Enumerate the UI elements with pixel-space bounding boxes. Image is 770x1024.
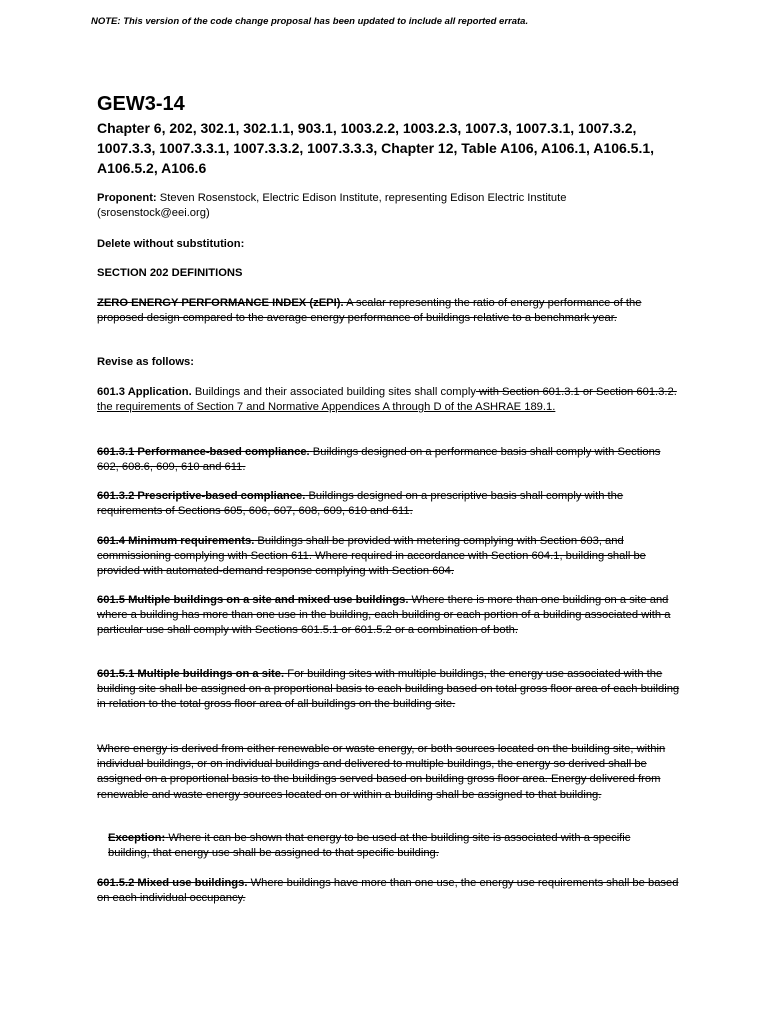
proponent-label: Proponent: — [97, 192, 157, 204]
chapter-list: Chapter 6, 202, 302.1, 302.1.1, 903.1, 1003.2.2, 1003.2.3, 1007.3, 1007.3.1, 1007.3.2, 1007.3.3, 1007.3.3.1, 1007.3.3.2, 1007.3.3.3, Chapter 12, Table A106, A106.1, A106.5.1, A106.5.2, A106.6 — [97, 120, 655, 176]
energy-paragraph: Where energy is derived from either renewable or waste energy, or both sources located on the building site, within individual buildings, or on individual buildings and delivered to multiple buildings, the energy so derived shall be assigned on a proportional basis to the buildings served based on building gross floor area. Energy delivered from renewable and waste energy sources located on or within a building shall be assigned to that building. — [97, 743, 666, 801]
section-601-4-term: 601.4 Minimum requirements. — [97, 535, 255, 547]
section-601-3-term: 601.3 Application. — [97, 386, 192, 398]
section-601-5-2-text: Where buildings have more than one use, the energy use requirements shall be based on each individual occupancy. — [97, 877, 679, 905]
zepi-definition — [97, 296, 682, 326]
section-601-3-1 — [97, 445, 682, 475]
section-601-3-2-text: Buildings designed on a prescriptive basis shall comply with the requirements of Sections 605, 606, 607, 608, 609, 610 and 611. — [97, 490, 624, 518]
section-601-4 — [97, 534, 682, 580]
zepi-term: ZERO ENERGY PERFORMANCE INDEX (zEPI). — [97, 297, 344, 309]
section-601-5-1 — [97, 667, 682, 713]
zepi-text: A scalar representing the ratio of energy performance of the proposed design compared to the average energy performance of buildings relative to a benchmark year. — [97, 297, 642, 325]
exception-term: Exception: — [108, 832, 166, 844]
section-601-3-2 — [97, 489, 682, 519]
proposal-id: GEW3-14 — [97, 93, 185, 115]
delete-heading: Delete without substitution: — [97, 238, 245, 250]
exception-paragraph — [108, 831, 668, 861]
section-601-5 — [97, 593, 682, 639]
section-601-5-text: Where there is more than one building on a site and where a building has more than one use in the building, each building or each portion of a building associated with a particular use shall comply with Sections 601.5.1 or 601.5.2 or a combination of both. — [97, 594, 671, 637]
section-heading: SECTION 202 DEFINITIONS — [97, 267, 243, 279]
section-601-3-text: Buildings and their associated building sites shall comply — [194, 386, 476, 398]
section-601-4-text: Buildings shall be provided with metering complying with Section 603, and commissioning complying with Section 611. Where required in accordance with Section 604.1, building shall be provided with automated-demand response complying with Section 604. — [97, 535, 646, 578]
section-601-3 — [97, 385, 682, 415]
section-601-3-1-text: Buildings designed on a performance basis shall comply with Sections 602, 608.6, 609, 610 and 611. — [97, 446, 661, 474]
proponent-paragraph — [97, 191, 682, 221]
section-601-5-term: 601.5 Multiple buildings on a site and mixed use buildings. — [97, 594, 409, 606]
section-601-5-2-term: 601.5.2 Mixed use buildings. — [97, 877, 248, 889]
section-601-3-added: the requirements of Section 7 and Normative Appendices A through D of the ASHRAE 189.1. — [97, 401, 556, 414]
section-601-3-deleted: with Section 601.3.1 or Section 601.3.2. — [475, 386, 677, 398]
section-601-3-2-term: 601.3.2 Prescriptive-based compliance. — [97, 490, 306, 502]
section-601-5-1-term: 601.5.1 Multiple buildings on a site. — [97, 668, 285, 680]
errata-note: NOTE: This version of the code change proposal has been updated to include all reported errata. — [91, 16, 529, 27]
exception-text: Where it can be shown that energy to be used at the building site is associated with a specific building, that energy use shall be assigned to that specific building. — [108, 832, 631, 860]
revise-heading: Revise as follows: — [97, 356, 194, 368]
section-601-5-1-text: For building sites with multiple buildings, the energy use associated with the building site shall be assigned on a proportional basis to each building based on total gross floor area of each building in relation to the total gross floor area of all buildings on the building site. — [97, 668, 680, 711]
proponent-text: Steven Rosenstock, Electric Edison Institute, representing Edison Electric Institute (srosenstock@eei.org) — [97, 192, 567, 220]
section-601-3-1-term: 601.3.1 Performance-based compliance. — [97, 446, 310, 458]
section-601-5-2 — [97, 876, 682, 906]
